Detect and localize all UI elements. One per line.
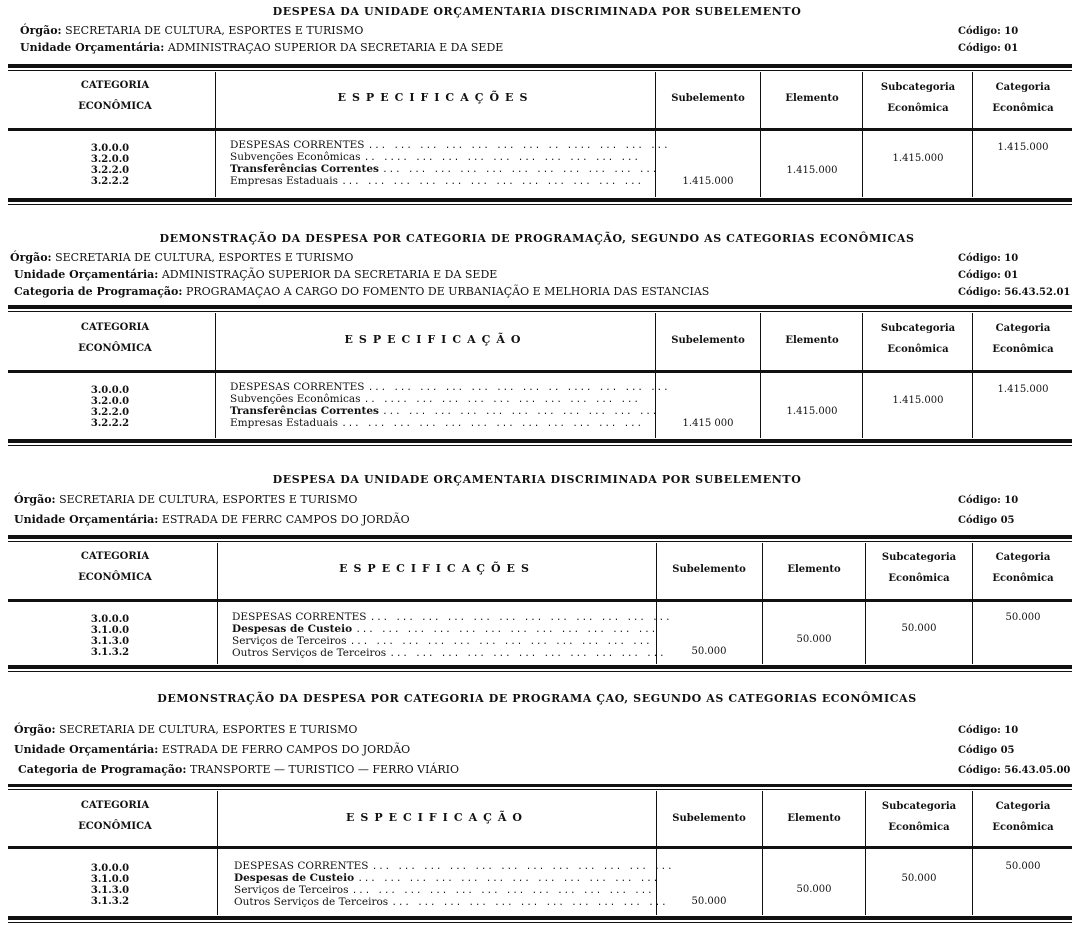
header-categoria (974, 552, 1072, 584)
spec-item: DESPESAS CORRENTES ... ... ... ... ... ... ... .. .... ... ... ... (230, 381, 670, 393)
code-item: 3.1.3.2 (90, 896, 130, 907)
header-subcat-line2: Econômica (887, 344, 949, 355)
orgao-line (10, 251, 353, 264)
categoria-prog-line (14, 285, 709, 298)
spec-item: DESPESAS CORRENTES ... ... ... ... ... ... ... ... ... ... ... ... (232, 611, 672, 623)
spec-item: Transferências Correntes ... ... ... ... ... ... ... ... ... ... ... (230, 405, 659, 417)
value-subcategoria: 50.000 (901, 623, 937, 634)
column-divider (760, 313, 761, 438)
header-cat-line1: CATEGORIA (80, 80, 150, 91)
table-bottom-rule-thin (8, 671, 1072, 672)
header-cat-line2: ECONÔMICA (78, 572, 152, 583)
header-especificacoes: ESPECIFICAÇÕES (339, 562, 535, 575)
codes-column (50, 385, 170, 429)
categoria-prog-line (18, 763, 459, 776)
header-elemento: Elemento (785, 93, 839, 104)
spec-item: Outros Serviços de Terceiros ... ... ... ... ... ... ... ... ... ... ... (234, 896, 668, 908)
table-top-rule-thin (8, 311, 1072, 312)
code-item: 3.2.2.0 (90, 407, 130, 418)
spec-item: Despesas de Custeio ... ... ... ... ... ... ... ... ... ... ... ... (232, 623, 658, 635)
table-top-rule-thin (8, 541, 1072, 542)
table-top-rule-thin (8, 789, 1072, 790)
value-elemento: 50.000 (796, 884, 832, 895)
column-divider (865, 791, 866, 915)
orgao-label: Órgão: (14, 723, 56, 736)
table-top-rule-thin (8, 70, 1072, 71)
header-cat-line2: ECONÔMICA (78, 101, 152, 112)
header-cat-line1: CATEGORIA (80, 322, 150, 333)
header-subcat-line1: Subcategoria (881, 801, 957, 812)
specs-column (230, 382, 670, 430)
spec-label: Subvenções Econômicas (230, 151, 361, 163)
value-subcategoria: 50.000 (901, 873, 937, 884)
orgao-value: SECRETARIA DE CULTURA, ESPORTES E TURISMO (55, 251, 354, 264)
unidade-line (14, 268, 497, 281)
unidade-value: ESTRADA DE FERRO CAMPOS DO JORDÃO (161, 743, 411, 756)
unidade-value: ESTRADA DE FERRC CAMPOS DO JORDÃO (161, 513, 410, 526)
orgao-value: SECRETARIA DE CULTURA, ESPORTES E TURISMO (59, 493, 358, 506)
categoria-prog-codigo: Código: 56.43.05.00 (958, 765, 1071, 776)
header-subelemento: Subelemento (672, 564, 746, 575)
header-bottom-rule (8, 128, 1072, 131)
spec-label: Outros Serviços de Terceiros (234, 896, 389, 908)
header-categoria-line1: Categoria (995, 82, 1051, 93)
spec-label: DESPESAS CORRENTES (234, 860, 369, 872)
header-subcategoria (867, 801, 971, 833)
header-subcat-line1: Subcategoria (880, 323, 956, 334)
table-top-rule (8, 64, 1072, 68)
unidade-value: ADMINISTRAÇÃO SUPERIOR DA SECRETARIA E DA SEDE (161, 268, 498, 281)
orgao-line (14, 723, 357, 736)
header-subelemento: Subelemento (672, 813, 746, 824)
code-item: 3.2.0.0 (90, 396, 130, 407)
column-divider (217, 791, 218, 915)
categoria-prog-value: TRANSPORTE — TURISTICO — FERRO VIÁRIO (189, 763, 460, 776)
unidade-line (14, 513, 410, 526)
code-item: 3.2.0.0 (90, 154, 130, 165)
header-subelemento: Subelemento (671, 93, 745, 104)
orgao-line (14, 493, 357, 506)
orgao-codigo: Código: 10 (958, 725, 1019, 736)
section-title: DESPESA DA UNIDADE ORÇAMENTARIA DISCRIMINADA POR SUBELEMENTO (272, 5, 802, 18)
header-subcategoria (865, 323, 971, 355)
table-top-rule (8, 784, 1072, 787)
header-subcategoria (867, 552, 971, 584)
header-subcat-line2: Econômica (888, 822, 950, 833)
column-divider (972, 791, 973, 915)
header-subcategoria (865, 82, 971, 114)
header-especificacao: ESPECIFICAÇÃO (344, 333, 527, 346)
spec-item: Subvenções Econômicas .. .... ... ... ... ... ... ... ... ... ... (230, 393, 640, 405)
unidade-label: Unidade Orçamentária: (20, 41, 165, 54)
section-title: DEMONSTRAÇÃO DA DESPESA POR CATEGORIA DE PROGRAMAÇÃO, SEGUNDO AS CATEGORIAS ECONÔMICAS (159, 232, 915, 245)
table-top-rule (8, 305, 1072, 309)
spec-label: Outros Serviços de Terceiros (232, 647, 387, 659)
column-divider (865, 543, 866, 664)
header-categoria-line2: Econômica (992, 573, 1054, 584)
codes-column (50, 614, 170, 658)
value-categoria: 1.415.000 (997, 142, 1049, 153)
spec-item: Serviços de Terceiros ... ... ... ... ... ... ... ... ... ... ... ... (232, 635, 652, 647)
column-divider (215, 72, 216, 197)
unidade-label: Unidade Orçamentária: (14, 743, 159, 756)
header-subcat-line1: Subcategoria (880, 82, 956, 93)
categoria-prog-label: Categoria de Programação: (18, 763, 187, 776)
header-categoria-line1: Categoria (995, 323, 1051, 334)
code-item: 3.1.0.0 (90, 625, 130, 636)
column-divider (762, 791, 763, 915)
header-cat-line1: CATEGORIA (80, 551, 150, 562)
table-bottom-rule (8, 665, 1072, 669)
header-bottom-rule (8, 846, 1072, 849)
value-subcategoria: 1.415.000 (892, 395, 944, 406)
categoria-prog-codigo: Código: 56.43.52.01 (958, 287, 1071, 298)
section-title: DEMONSTRAÇÃO DA DESPESA POR CATEGORIA DE PROGRAMA ÇAO, SEGUNDO AS CATEGORIAS ECONÔMICAS (157, 692, 917, 705)
categoria-prog-label: Categoria de Programação: (14, 285, 183, 298)
spec-label: Empresas Estaduais (230, 417, 338, 429)
spec-label: Serviços de Terceiros (232, 635, 347, 647)
header-categoria (974, 801, 1072, 833)
code-item: 3.0.0.0 (90, 385, 130, 396)
spec-item: Outros Serviços de Terceiros ... ... ... ... ... ... ... ... ... ... ... (232, 647, 666, 659)
value-subelemento: 1.415.000 (682, 176, 734, 187)
code-item: 3.1.3.2 (90, 647, 130, 658)
header-categoria-line2: Econômica (992, 822, 1054, 833)
code-item: 3.2.2.2 (90, 176, 130, 187)
column-divider (215, 313, 216, 438)
header-subcat-line2: Econômica (888, 573, 950, 584)
value-categoria: 1.415.000 (997, 384, 1049, 395)
unidade-line (14, 743, 410, 756)
column-divider (972, 313, 973, 438)
header-categoria-economica (30, 322, 200, 354)
header-categoria-line1: Categoria (995, 801, 1051, 812)
value-categoria: 50.000 (1005, 612, 1041, 623)
header-categoria-line2: Econômica (992, 344, 1054, 355)
value-elemento: 1.415.000 (786, 406, 838, 417)
header-cat-line1: CATEGORIA (80, 800, 150, 811)
table-bottom-rule (8, 439, 1072, 443)
column-divider (762, 543, 763, 664)
unidade-line (20, 41, 503, 54)
specs-column (234, 861, 674, 909)
spec-label: Empresas Estaduais (230, 175, 338, 187)
specs-column (232, 612, 672, 660)
header-categoria-economica (30, 80, 200, 112)
orgao-codigo: Código: 10 (958, 26, 1019, 37)
table-bottom-rule (8, 198, 1072, 202)
orgao-value: SECRETARIA DE CULTURA, ESPORTES E TURISMO (65, 24, 364, 37)
value-subcategoria: 1.415.000 (892, 153, 944, 164)
code-item: 3.0.0.0 (90, 614, 130, 625)
header-bottom-rule (8, 370, 1072, 373)
orgao-label: Órgão: (14, 493, 56, 506)
header-categoria (974, 323, 1072, 355)
header-subcat-line2: Econômica (887, 103, 949, 114)
orgao-line (20, 24, 363, 37)
table-top-rule (8, 535, 1072, 539)
column-divider (760, 72, 761, 197)
column-divider (862, 313, 863, 438)
code-item: 3.1.0.0 (90, 874, 130, 885)
spec-label: Subvenções Econômicas (230, 393, 361, 405)
spec-item: Despesas de Custeio ... ... ... ... ... ... ... ... ... ... ... ... (234, 872, 660, 884)
value-elemento: 50.000 (796, 634, 832, 645)
unidade-value: ADMINISTRAÇAO SUPERIOR DA SECRETARIA E DA SEDE (167, 41, 504, 54)
header-elemento: Elemento (787, 813, 841, 824)
unidade-codigo: Código 05 (958, 745, 1015, 756)
header-categoria (974, 82, 1072, 114)
unidade-label: Unidade Orçamentária: (14, 268, 159, 281)
specs-column (230, 140, 670, 188)
column-divider (972, 72, 973, 197)
header-especificacao: ESPECIFICAÇÃO (345, 811, 528, 824)
orgao-codigo: Código: 10 (958, 253, 1019, 264)
code-item: 3.0.0.0 (90, 863, 130, 874)
code-item: 3.2.2.2 (90, 418, 130, 429)
header-elemento: Elemento (787, 564, 841, 575)
unidade-codigo: Código 05 (958, 515, 1015, 526)
spec-label: Transferências Correntes (230, 405, 379, 417)
code-item: 3.1.3.0 (90, 885, 130, 896)
unidade-codigo: Código: 01 (958, 43, 1019, 54)
spec-item: Transferências Correntes ... ... ... ... ... ... ... ... ... ... ... (230, 163, 659, 175)
orgao-label: Órgão: (10, 251, 52, 264)
value-elemento: 1.415.000 (786, 165, 838, 176)
spec-label: Transferências Correntes (230, 163, 379, 175)
value-subelemento: 50.000 (691, 896, 727, 907)
spec-label: Despesas de Custeio (234, 872, 355, 884)
spec-label: DESPESAS CORRENTES (230, 139, 365, 151)
codes-column (50, 143, 170, 187)
header-categoria-line1: Categoria (995, 552, 1051, 563)
unidade-label: Unidade Orçamentária: (14, 513, 159, 526)
header-subcat-line1: Subcategoria (881, 552, 957, 563)
header-subelemento: Subelemento (671, 335, 745, 346)
value-subelemento: 50.000 (691, 646, 727, 657)
value-subelemento: 1.415 000 (682, 418, 734, 429)
header-categoria-line2: Econômica (992, 103, 1054, 114)
header-cat-line2: ECONÔMICA (78, 821, 152, 832)
spec-item: Serviços de Terceiros ... ... ... ... ... ... ... ... ... ... ... ... (234, 884, 654, 896)
column-divider (217, 543, 218, 664)
codes-column (50, 863, 170, 907)
header-bottom-rule (8, 599, 1072, 602)
header-categoria-economica (30, 800, 200, 832)
table-bottom-rule-thin (8, 204, 1072, 205)
categoria-prog-value: PROGRAMAÇAO A CARGO DO FOMENTO DE URBANIAÇÃO E MELHORIA DAS ESTANCIAS (185, 285, 710, 298)
spec-item: Subvenções Econômicas .. .... ... ... ... ... ... ... ... ... ... (230, 151, 640, 163)
unidade-codigo: Código: 01 (958, 270, 1019, 281)
spec-item: Empresas Estaduais ... ... ... ... ... ... ... ... ... ... ... ... (230, 417, 643, 429)
code-item: 3.0.0.0 (90, 143, 130, 154)
orgao-value: SECRETARIA DE CULTURA, ESPORTES E TURISMO (59, 723, 358, 736)
table-bottom-rule (8, 916, 1072, 920)
header-elemento: Elemento (785, 335, 839, 346)
section-title: DESPESA DA UNIDADE ORÇAMENTARIA DISCRIMINADA POR SUBELEMENTO (272, 473, 802, 486)
spec-item: Empresas Estaduais ... ... ... ... ... ... ... ... ... ... ... ... (230, 175, 643, 187)
code-item: 3.2.2.0 (90, 165, 130, 176)
spec-item: DESPESAS CORRENTES ... ... ... ... ... ... ... .. .... ... ... ... (230, 139, 670, 151)
spec-label: DESPESAS CORRENTES (230, 381, 365, 393)
header-cat-line2: ECONÔMICA (78, 343, 152, 354)
column-divider (972, 543, 973, 664)
spec-label: Despesas de Custeio (232, 623, 353, 635)
code-item: 3.1.3.0 (90, 636, 130, 647)
column-divider (862, 72, 863, 197)
spec-item: DESPESAS CORRENTES ... ... ... ... ... ... ... ... ... ... ... ... (234, 860, 674, 872)
header-especificacoes: ESPECIFICAÇÕES (337, 91, 534, 104)
header-categoria-economica (30, 551, 200, 583)
value-categoria: 50.000 (1005, 861, 1041, 872)
table-bottom-rule-thin (8, 445, 1072, 446)
spec-label: DESPESAS CORRENTES (232, 611, 367, 623)
spec-label: Serviços de Terceiros (234, 884, 349, 896)
table-bottom-rule-thin (8, 922, 1072, 923)
orgao-label: Órgão: (20, 24, 62, 37)
orgao-codigo: Código: 10 (958, 495, 1019, 506)
